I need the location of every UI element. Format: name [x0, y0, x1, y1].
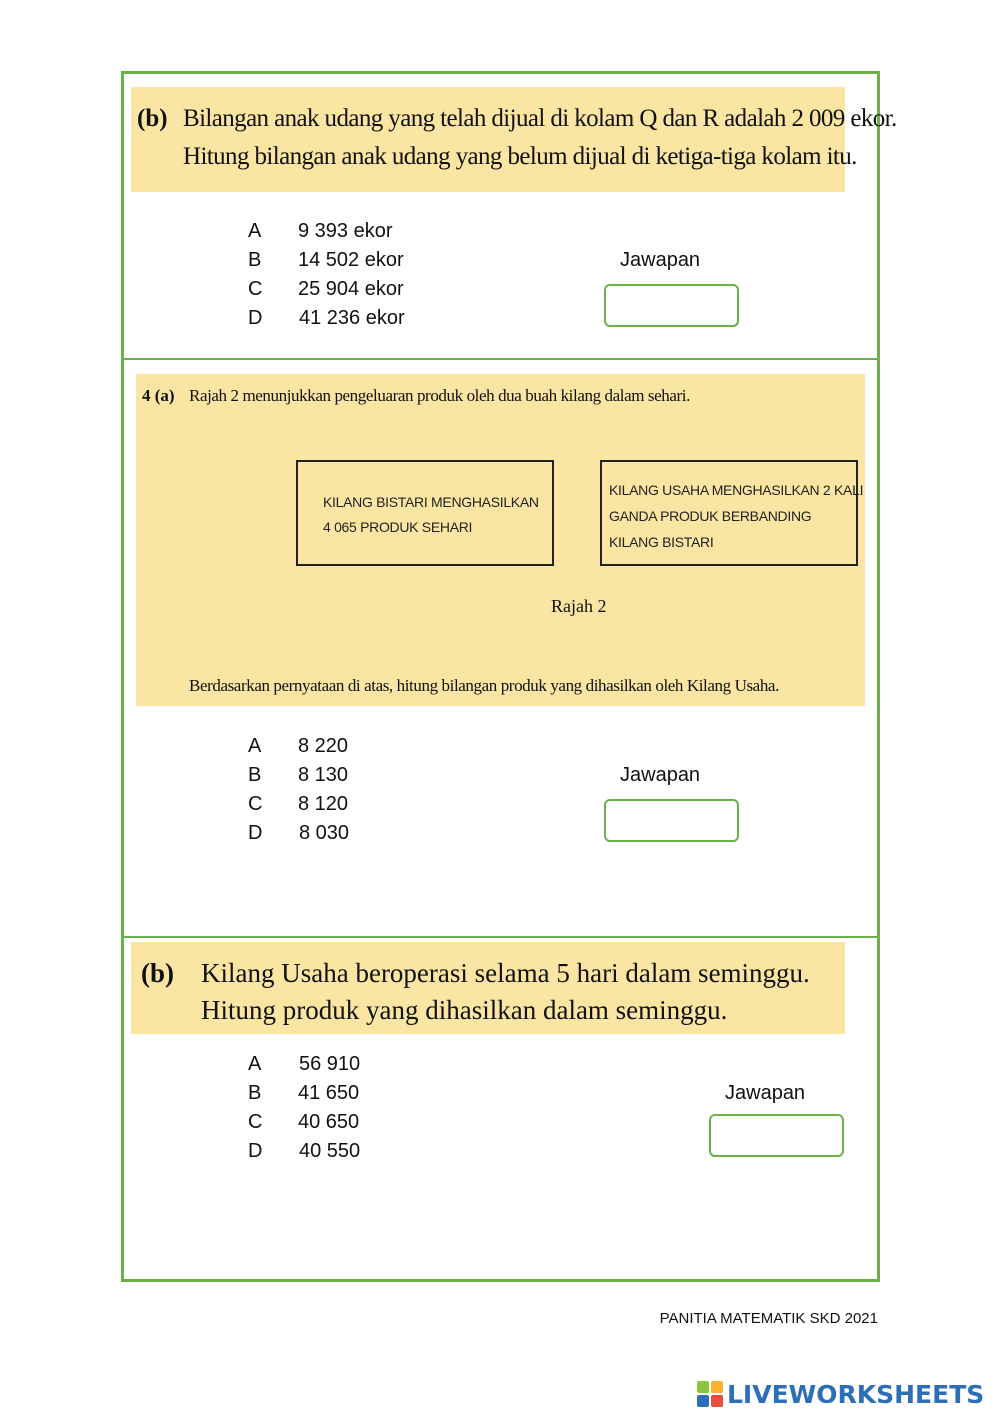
- question-intro: Rajah 2 menunjukkan pengeluaran produk oleh dua buah kilang dalam sehari.: [189, 386, 690, 405]
- answer-label: Jawapan: [620, 249, 701, 271]
- figure-caption: Rajah 2: [551, 596, 607, 616]
- option-d-text: 8 030: [299, 822, 350, 844]
- option-letter: C: [248, 278, 263, 300]
- info-box-kilang-bistari: [296, 460, 554, 566]
- option-c-text: 8 120: [298, 793, 349, 815]
- option-a-text: 8 220: [298, 735, 349, 757]
- option-letter: C: [248, 1111, 263, 1133]
- option-letter: B: [248, 764, 262, 786]
- question-4a-box: [136, 374, 865, 706]
- question-4b-box: [131, 942, 845, 1034]
- info-line: GANDA PRODUK BERBANDING: [609, 508, 812, 524]
- info-line: KILANG USAHA MENGHASILKAN 2 KALI: [609, 482, 864, 498]
- info-line: 4 065 PRODUK SEHARI: [323, 519, 473, 535]
- question-3b-box: [131, 87, 897, 192]
- liveworksheets-logo[interactable]: [697, 1377, 984, 1411]
- option-letter: D: [248, 1140, 263, 1162]
- info-line: KILANG BISTARI MENGHASILKAN: [323, 494, 539, 510]
- answer-input-q4b[interactable]: [709, 1114, 844, 1157]
- brand-name: LIVEWORKSHEETS: [727, 1379, 985, 1409]
- answer-label: Jawapan: [725, 1082, 806, 1104]
- info-box-kilang-usaha: [600, 460, 864, 566]
- option-d-text: 40 550: [299, 1140, 361, 1162]
- liveworksheets-logo-icon: [697, 1381, 723, 1407]
- answer-label: Jawapan: [620, 764, 701, 786]
- option-a-text: 9 393 ekor: [298, 220, 393, 242]
- info-line: KILANG BISTARI: [609, 534, 714, 550]
- option-letter: A: [248, 220, 262, 242]
- question-text: Berdasarkan pernyataan di atas, hitung bilangan produk yang dihasilkan oleh Kilang Usaha.: [189, 676, 779, 695]
- option-letter: D: [248, 307, 263, 329]
- question-label: (b): [137, 105, 168, 132]
- option-c-text: 40 650: [298, 1111, 360, 1133]
- option-letter: A: [248, 735, 262, 757]
- option-letter: B: [248, 249, 262, 271]
- footer-credit: PANITIA MATEMATIK SKD 2021: [659, 1310, 878, 1327]
- option-d-text: 41 236 ekor: [299, 307, 405, 329]
- option-b-text: 41 650: [298, 1082, 360, 1104]
- section-divider: [124, 936, 877, 938]
- answer-input-q3b[interactable]: [604, 284, 739, 327]
- option-c-text: 25 904 ekor: [298, 278, 404, 300]
- question-text-line-2: Hitung produk yang dihasilkan dalam seminggu.: [201, 995, 728, 1025]
- option-letter: D: [248, 822, 263, 844]
- option-a-text: 56 910: [299, 1053, 361, 1075]
- question-text-line-1: Kilang Usaha beroperasi selama 5 hari dalam seminggu.: [201, 958, 810, 988]
- answer-input-q4a[interactable]: [604, 799, 739, 842]
- question-label: 4 (a): [142, 386, 175, 405]
- question-text-line-1: Bilangan anak udang yang telah dijual di kolam Q dan R adalah 2 009 ekor.: [183, 105, 897, 132]
- option-letter: A: [248, 1053, 262, 1075]
- section-divider: [124, 358, 877, 360]
- option-letter: C: [248, 793, 263, 815]
- option-b-text: 8 130: [298, 764, 349, 786]
- option-letter: B: [248, 1082, 262, 1104]
- option-b-text: 14 502 ekor: [298, 249, 404, 271]
- question-label: (b): [141, 958, 174, 988]
- question-text-line-2: Hitung bilangan anak udang yang belum dijual di ketiga-tiga kolam itu.: [183, 143, 857, 170]
